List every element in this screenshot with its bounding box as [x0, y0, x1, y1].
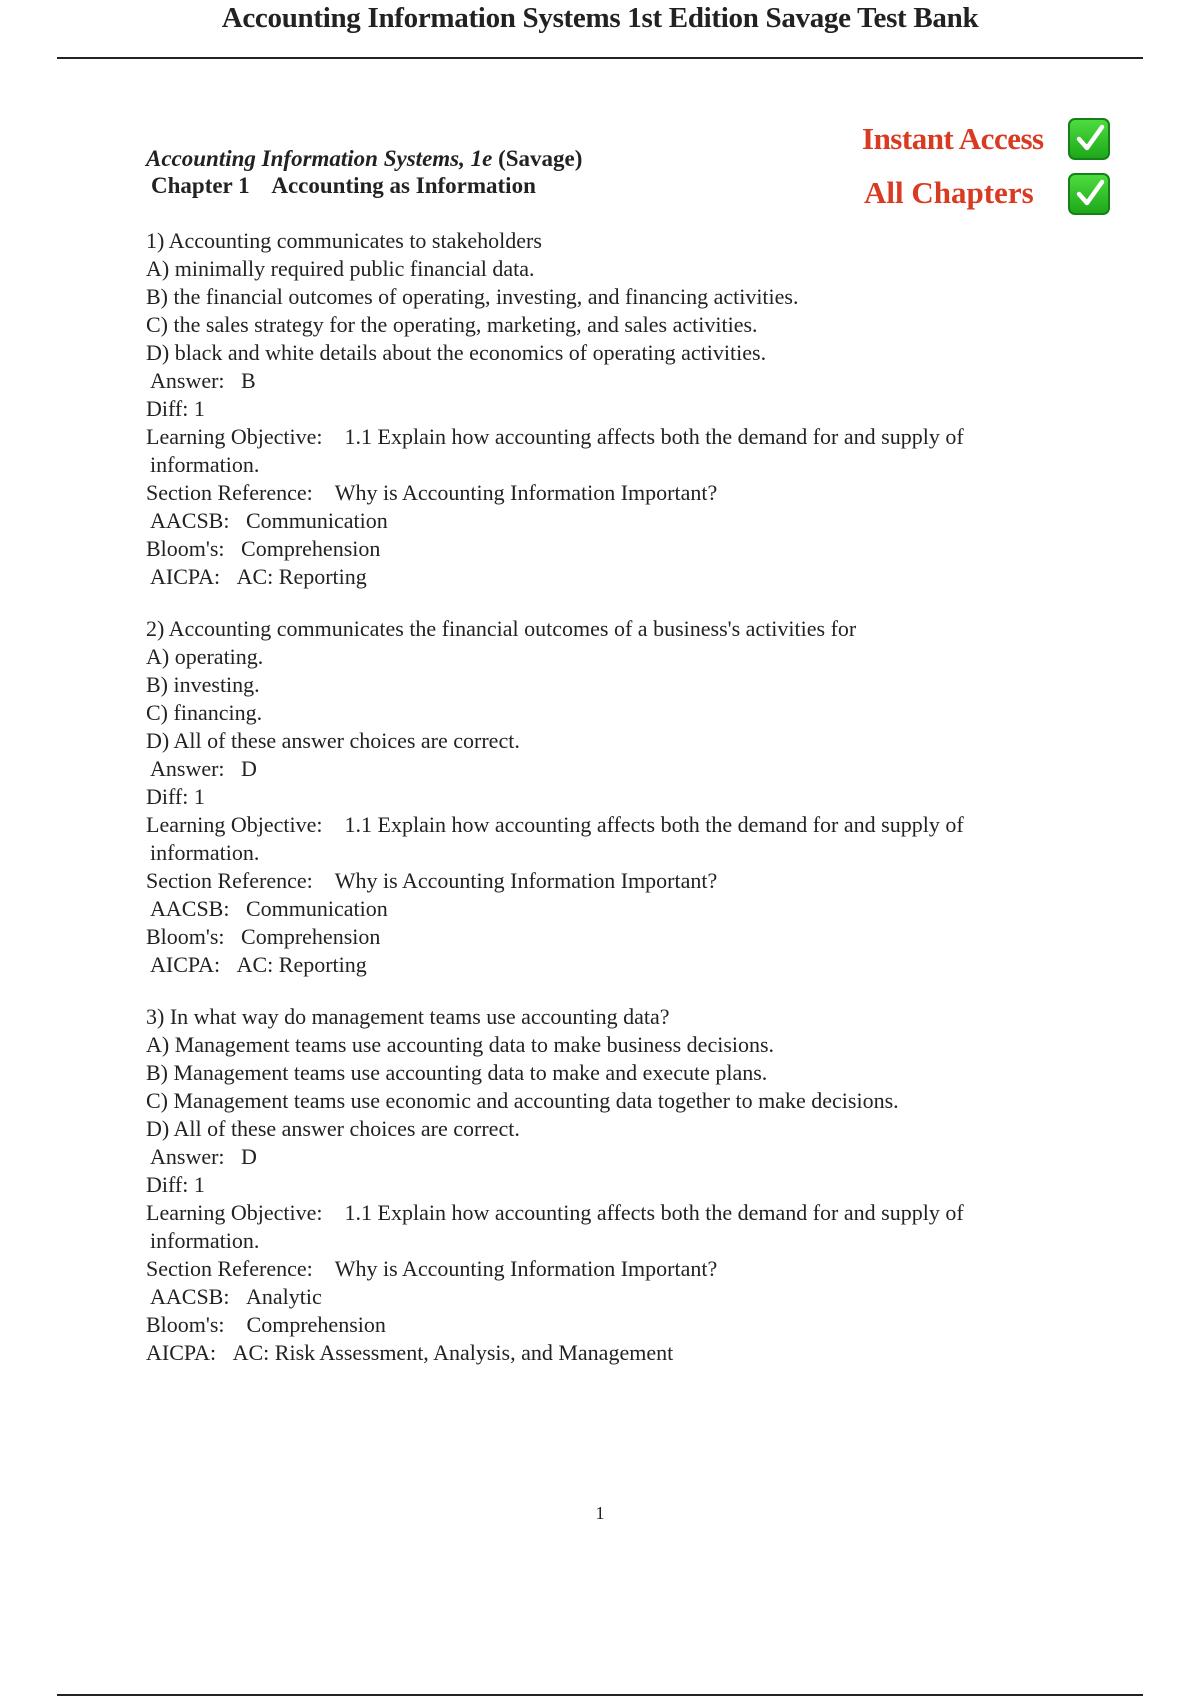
- answer-value: D: [241, 756, 257, 781]
- diff-label: Diff:: [146, 396, 189, 421]
- answer-option: A) operating.: [146, 644, 264, 669]
- learning-objective-row: [146, 811, 1086, 867]
- section-reference-value: Why is Accounting Information Important?: [334, 868, 718, 893]
- section-reference-label: Section Reference:: [146, 1256, 313, 1281]
- aacsb-row: [146, 895, 1086, 923]
- section-reference-label: Section Reference:: [146, 480, 313, 505]
- answer-option: A) Management teams use accounting data to make business decisions.: [146, 1032, 775, 1057]
- learning-objective-label: Learning Objective:: [146, 1200, 323, 1225]
- aicpa-label: AICPA:: [150, 952, 221, 977]
- question-list: [146, 227, 1086, 1391]
- diff-value: 1: [193, 1172, 205, 1197]
- blooms-row: [146, 1311, 1086, 1339]
- answer-value: D: [241, 1144, 257, 1169]
- diff-row: [146, 1171, 1086, 1199]
- diff-row: [146, 395, 1086, 423]
- check-icon: [1068, 118, 1110, 160]
- section-reference-row: [146, 1255, 1086, 1283]
- aacsb-row: [146, 1283, 1086, 1311]
- aicpa-row: [146, 951, 1086, 979]
- section-reference-value: Why is Accounting Information Important?: [334, 480, 718, 505]
- section-reference-row: [146, 867, 1086, 895]
- aacsb-row: [146, 507, 1086, 535]
- answer-option: D) All of these answer choices are correct.: [146, 1116, 520, 1141]
- learning-objective-continuation: information.: [150, 452, 260, 477]
- page-number: 1: [595, 1503, 605, 1523]
- aacsb-value: Communication: [245, 508, 388, 533]
- aicpa-row: [146, 1339, 1086, 1367]
- diff-label: Diff:: [146, 1172, 189, 1197]
- answer-option: A) minimally required public financial data.: [146, 256, 535, 281]
- answer-option: C) the sales strategy for the operating, marketing, and sales activities.: [146, 312, 758, 337]
- aicpa-value: AC: Reporting: [236, 564, 367, 589]
- book-title-author: (Savage): [498, 146, 583, 171]
- diff-value: 1: [193, 784, 205, 809]
- question-item: [146, 615, 1086, 979]
- aacsb-label: AACSB:: [150, 896, 230, 921]
- learning-objective-label: Learning Objective:: [146, 424, 323, 449]
- chapter-label: Chapter 1: [151, 173, 250, 198]
- aicpa-label: AICPA:: [150, 564, 221, 589]
- answer-label: Answer:: [150, 1144, 225, 1169]
- blooms-row: [146, 535, 1086, 563]
- blooms-value: Comprehension: [241, 924, 381, 949]
- answer-value: B: [241, 368, 256, 393]
- check-icon: [1068, 173, 1110, 215]
- document-header-title: Accounting Information Systems 1st Edition Savage Test Bank: [221, 2, 979, 34]
- section-reference-label: Section Reference:: [146, 868, 313, 893]
- blooms-label: Bloom's:: [146, 924, 225, 949]
- question-stem: 3) In what way do management teams use accounting data?: [146, 1004, 670, 1029]
- blooms-label: Bloom's:: [146, 536, 225, 561]
- aicpa-value: AC: Reporting: [236, 952, 367, 977]
- blooms-label: Bloom's:: [146, 1312, 225, 1337]
- answer-row: [146, 755, 1086, 783]
- aicpa-row: [146, 563, 1086, 591]
- section-reference-row: [146, 479, 1086, 507]
- aacsb-label: AACSB:: [150, 508, 230, 533]
- diff-label: Diff:: [146, 784, 189, 809]
- aacsb-value: Communication: [245, 896, 388, 921]
- learning-objective-continuation: information.: [150, 840, 260, 865]
- diff-row: [146, 783, 1086, 811]
- question-stem: 2) Accounting communicates the financial outcomes of a business's activities for: [146, 616, 857, 641]
- answer-label: Answer:: [150, 756, 225, 781]
- header-divider: [57, 57, 1143, 59]
- answer-option: B) the financial outcomes of operating, investing, and financing activities.: [146, 284, 799, 309]
- aicpa-value: AC: Risk Assessment, Analysis, and Management: [232, 1340, 674, 1365]
- learning-objective-label: Learning Objective:: [146, 812, 323, 837]
- blooms-row: [146, 923, 1086, 951]
- promo-all-chapters: All Chapters: [864, 175, 1034, 210]
- book-title-italic: Accounting Information Systems, 1e: [146, 146, 493, 171]
- section-reference-value: Why is Accounting Information Important?: [334, 1256, 718, 1281]
- aicpa-label: AICPA:: [146, 1340, 217, 1365]
- answer-option: D) All of these answer choices are correct.: [146, 728, 520, 753]
- answer-row: [146, 367, 1086, 395]
- footer-divider: [57, 1694, 1143, 1696]
- question-stem: 1) Accounting communicates to stakeholders: [146, 228, 542, 253]
- book-title: [146, 144, 582, 174]
- learning-objective-value: 1.1 Explain how accounting affects both the demand for and supply of: [344, 812, 964, 837]
- aacsb-label: AACSB:: [150, 1284, 230, 1309]
- promo-instant-access: Instant Access: [862, 121, 1044, 156]
- learning-objective-value: 1.1 Explain how accounting affects both the demand for and supply of: [344, 424, 964, 449]
- question-item: [146, 227, 1086, 591]
- question-item: [146, 1003, 1086, 1367]
- learning-objective-row: [146, 423, 1086, 479]
- blooms-value: Comprehension: [246, 1312, 386, 1337]
- answer-option: D) black and white details about the economics of operating activities.: [146, 340, 767, 365]
- answer-option: C) Management teams use economic and accounting data together to make decisions.: [146, 1088, 899, 1113]
- blooms-value: Comprehension: [241, 536, 381, 561]
- diff-value: 1: [193, 396, 205, 421]
- answer-option: C) financing.: [146, 700, 263, 725]
- answer-label: Answer:: [150, 368, 225, 393]
- answer-option: B) investing.: [146, 672, 260, 697]
- learning-objective-row: [146, 1199, 1086, 1255]
- aacsb-value: Analytic: [245, 1284, 322, 1309]
- learning-objective-continuation: information.: [150, 1228, 260, 1253]
- answer-row: [146, 1143, 1086, 1171]
- learning-objective-value: 1.1 Explain how accounting affects both the demand for and supply of: [344, 1200, 964, 1225]
- chapter-heading: [151, 171, 536, 201]
- answer-option: B) Management teams use accounting data to make and execute plans.: [146, 1060, 768, 1085]
- chapter-title: Accounting as Information: [271, 173, 536, 198]
